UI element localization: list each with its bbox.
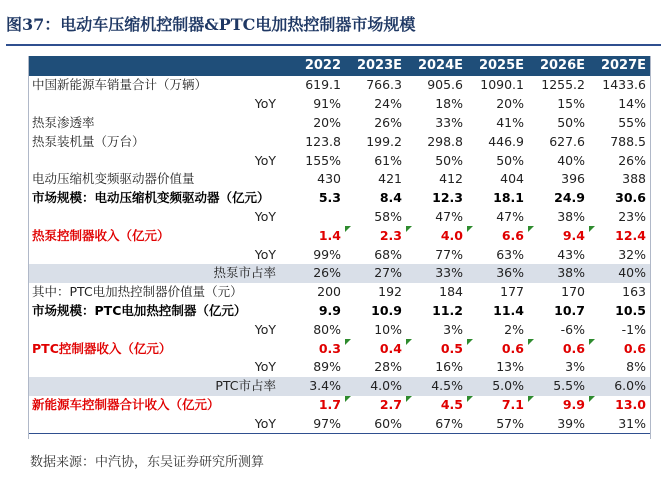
row-label: PTC控制器收入（亿元） <box>32 340 172 356</box>
value-cell: 33% <box>435 114 463 130</box>
value-cell: 18.1 <box>493 190 524 206</box>
table-row <box>28 132 650 151</box>
value-cell: 298.8 <box>427 133 463 149</box>
value-cell: 163 <box>622 284 646 300</box>
value-cell: 199.2 <box>366 133 402 149</box>
table-row <box>28 226 650 245</box>
value-cell: 905.6 <box>427 77 463 93</box>
value-cell: 1433.6 <box>602 77 646 93</box>
value-cell: 5.5% <box>528 377 589 396</box>
value-cell: 33% <box>406 264 467 283</box>
value-cell: 24% <box>374 96 402 112</box>
table-body <box>28 76 650 434</box>
header-year: 2027E <box>589 56 650 76</box>
value-cell: 627.6 <box>549 133 585 149</box>
value-cell: 9.9 <box>528 396 589 415</box>
value-cell: 9.9 <box>318 302 341 318</box>
value-cell: -6% <box>560 321 585 337</box>
table-row <box>28 208 650 227</box>
value-cell: 67% <box>406 414 467 433</box>
value-cell: 26% <box>374 114 402 130</box>
value-cell: 3% <box>443 321 463 337</box>
value-cell: 8.4 <box>379 190 402 206</box>
value-cell: 26% <box>284 264 345 283</box>
value-cell: 4.0 <box>406 226 467 245</box>
value-cell: 1.4 <box>318 227 341 243</box>
value-cell: 3.4% <box>284 377 345 396</box>
value-cell: 0.3 <box>318 340 341 356</box>
value-cell: 421 <box>378 171 402 187</box>
value-cell: 1.7 <box>318 396 341 412</box>
row-label: YoY <box>254 152 276 168</box>
value-cell: 7.1 <box>467 396 528 415</box>
row-label: 电动压缩机变频驱动器价值量 <box>32 171 195 187</box>
table-row <box>28 95 650 114</box>
value-cell: 446.9 <box>488 133 524 149</box>
header-year: 2025E <box>467 56 528 76</box>
value-cell: 80% <box>313 321 341 337</box>
value-cell: 123.8 <box>305 133 341 149</box>
row-label: YoY <box>28 414 284 433</box>
header-year: 2026E <box>528 56 589 76</box>
value-cell: 39% <box>528 414 589 433</box>
value-cell: 404 <box>500 171 524 187</box>
value-cell: 12.3 <box>432 190 463 206</box>
value-cell: 12.4 <box>589 226 650 245</box>
value-cell: 32% <box>618 246 646 262</box>
value-cell: 1090.1 <box>480 77 524 93</box>
row-label: YoY <box>254 208 276 224</box>
value-cell: 15% <box>557 96 585 112</box>
figure-title: 图37：电动车压缩机控制器&PTC电加热控制器市场规模 <box>6 15 416 34</box>
value-cell: 38% <box>557 208 585 224</box>
value-cell: 10% <box>374 321 402 337</box>
value-cell: 11.2 <box>432 302 463 318</box>
title-rule <box>6 44 661 46</box>
value-cell: 9.4 <box>528 226 589 245</box>
value-cell: 18% <box>435 96 463 112</box>
value-cell: 57% <box>467 414 528 433</box>
table-row <box>28 283 650 302</box>
value-cell: 28% <box>374 359 402 375</box>
value-cell: 430 <box>317 171 341 187</box>
value-cell: 2% <box>504 321 524 337</box>
value-cell: 40% <box>557 152 585 168</box>
value-cell: 10.9 <box>371 302 402 318</box>
value-cell: 68% <box>374 246 402 262</box>
table-row <box>28 339 650 358</box>
value-cell: 1255.2 <box>541 77 585 93</box>
value-cell: 0.6 <box>589 339 650 358</box>
table-row <box>28 396 650 415</box>
table-row <box>28 76 650 95</box>
row-label: 热泵渗透率 <box>32 114 95 130</box>
value-cell: 170 <box>561 284 585 300</box>
table-row <box>28 245 650 264</box>
value-cell: 5.3 <box>318 190 341 206</box>
row-label: 热泵控制器收入（亿元） <box>32 227 170 243</box>
table-right-border <box>650 56 651 439</box>
value-cell: 24.9 <box>554 190 585 206</box>
value-cell: 14% <box>618 96 646 112</box>
table-row <box>28 151 650 170</box>
table-row <box>28 189 650 208</box>
value-cell: 0.5 <box>406 339 467 358</box>
value-cell: 50% <box>435 152 463 168</box>
header-year: 2022 <box>284 56 345 76</box>
value-cell: 58% <box>374 208 402 224</box>
row-label: YoY <box>254 321 276 337</box>
value-cell <box>284 208 345 227</box>
row-label: YoY <box>254 96 276 112</box>
value-cell: 50% <box>496 152 524 168</box>
value-cell: 396 <box>561 171 585 187</box>
value-cell: 192 <box>378 284 402 300</box>
value-cell: 61% <box>374 152 402 168</box>
value-cell: 40% <box>589 264 650 283</box>
value-cell: 4.5 <box>406 396 467 415</box>
table-row <box>28 302 650 321</box>
value-cell: 27% <box>345 264 406 283</box>
value-cell: 155% <box>305 152 341 168</box>
header-label <box>28 56 284 76</box>
table-row <box>28 264 650 283</box>
row-label: YoY <box>254 359 276 375</box>
value-cell: 766.3 <box>366 77 402 93</box>
value-cell: 3% <box>565 359 585 375</box>
value-cell: 10.7 <box>554 302 585 318</box>
value-cell: 2.7 <box>345 396 406 415</box>
value-cell: 4.5% <box>406 377 467 396</box>
row-label: PTC市占率 <box>28 377 284 396</box>
value-cell: 0.6 <box>467 339 528 358</box>
value-cell: 788.5 <box>610 133 646 149</box>
value-cell: 26% <box>618 152 646 168</box>
value-cell: 50% <box>557 114 585 130</box>
table-row <box>28 414 650 433</box>
value-cell: 5.0% <box>467 377 528 396</box>
row-label: 热泵装机量（万台） <box>32 133 145 149</box>
value-cell: 30.6 <box>615 190 646 206</box>
row-label: YoY <box>254 246 276 262</box>
value-cell: 13% <box>496 359 524 375</box>
row-label: 其中：PTC电加热控制器价值量（元） <box>32 284 243 300</box>
value-cell: -1% <box>621 321 646 337</box>
value-cell: 10.5 <box>615 302 646 318</box>
value-cell: 47% <box>496 208 524 224</box>
value-cell: 2.3 <box>345 226 406 245</box>
row-label: 新能源车控制器合计收入（亿元） <box>32 396 220 412</box>
value-cell: 6.0% <box>589 377 650 396</box>
value-cell: 77% <box>435 246 463 262</box>
table-row <box>28 170 650 189</box>
header-row <box>28 56 650 76</box>
market-size-table <box>28 56 650 434</box>
value-cell: 60% <box>345 414 406 433</box>
value-cell: 55% <box>618 114 646 130</box>
source-note: 数据来源：中汽协，东吴证券研究所测算 <box>30 455 265 470</box>
value-cell: 200 <box>317 284 341 300</box>
table-row <box>28 377 650 396</box>
header-year: 2023E <box>345 56 406 76</box>
value-cell: 91% <box>313 96 341 112</box>
value-cell: 89% <box>313 359 341 375</box>
value-cell: 177 <box>500 284 524 300</box>
value-cell: 97% <box>284 414 345 433</box>
value-cell: 16% <box>435 359 463 375</box>
row-label: 中国新能源车销量合计（万辆） <box>32 77 208 93</box>
table-row <box>28 320 650 339</box>
value-cell: 11.4 <box>493 302 524 318</box>
value-cell: 41% <box>496 114 524 130</box>
table-row <box>28 114 650 133</box>
header-year: 2024E <box>406 56 467 76</box>
value-cell: 13.0 <box>589 396 650 415</box>
value-cell: 43% <box>557 246 585 262</box>
row-label: 热泵市占率 <box>28 264 284 283</box>
value-cell: 184 <box>439 284 463 300</box>
value-cell: 619.1 <box>305 77 341 93</box>
value-cell: 23% <box>618 208 646 224</box>
value-cell: 8% <box>626 359 646 375</box>
table-left-border <box>28 56 29 439</box>
value-cell: 99% <box>313 246 341 262</box>
value-cell: 20% <box>496 96 524 112</box>
value-cell: 388 <box>622 171 646 187</box>
value-cell: 47% <box>435 208 463 224</box>
value-cell: 0.4 <box>345 339 406 358</box>
row-label: 市场规模：PTC电加热控制器（亿元） <box>32 302 247 318</box>
value-cell: 6.6 <box>467 226 528 245</box>
row-label: 市场规模：电动压缩机变频驱动器（亿元） <box>32 190 270 206</box>
value-cell: 0.6 <box>528 339 589 358</box>
value-cell: 412 <box>439 171 463 187</box>
value-cell: 4.0% <box>345 377 406 396</box>
value-cell: 36% <box>467 264 528 283</box>
value-cell: 20% <box>313 114 341 130</box>
table-row <box>28 358 650 377</box>
value-cell: 63% <box>496 246 524 262</box>
value-cell: 38% <box>528 264 589 283</box>
value-cell: 31% <box>589 414 650 433</box>
